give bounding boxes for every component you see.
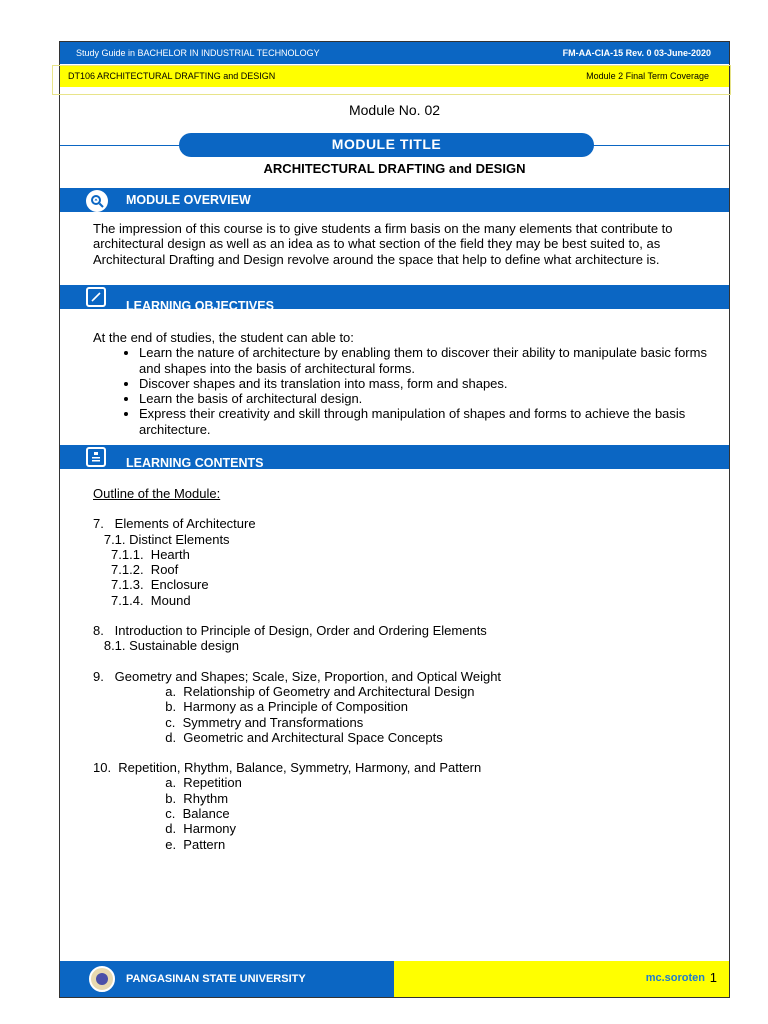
- course-name: DT106 ARCHITECTURAL DRAFTING and DESIGN: [68, 71, 276, 81]
- outline-line: d. Geometric and Architectural Space Concepts: [93, 729, 443, 745]
- overview-text: The impression of this course is to give students a firm basis on the many elements that contribute to architectural design as well as an idea as to what section of the field they may be best suited to, as Architectural Drafting and Design revolve around the space that help to define what architecture is.: [93, 221, 673, 267]
- outline-lines: [93, 516, 713, 852]
- outline-line: 8.1. Sustainable design: [93, 638, 239, 654]
- header-bar: [60, 42, 729, 64]
- objectives-intro: At the end of studies, the student can able to:: [93, 330, 354, 345]
- outline-line: b. Rhythm: [93, 790, 229, 806]
- outline-spacer: [93, 654, 713, 669]
- outline-line: 8. Introduction to Principle of Design, Order and Ordering Elements: [93, 623, 487, 639]
- author-name: mc.soroten: [645, 972, 705, 984]
- term-coverage: Module 2 Final Term Coverage: [586, 71, 709, 81]
- outline-line: a. Repetition: [93, 775, 242, 791]
- outline-line: d. Harmony: [93, 821, 237, 837]
- learning-objectives-bar: [60, 285, 729, 309]
- learning-contents-label: LEARNING CONTENTS: [126, 456, 264, 470]
- divider-right: [593, 145, 729, 146]
- objective-item: • Discover shapes and its translation into mass, form and shapes.: [139, 376, 713, 391]
- study-guide-label: Study Guide in BACHELOR IN INDUSTRIAL TECHNOLOGY: [76, 48, 320, 58]
- module-title-pill: MODULE TITLE: [179, 133, 594, 157]
- objectives-section: [93, 330, 713, 437]
- outline-line: 7.1. Distinct Elements: [93, 531, 230, 547]
- footer-author-bar: [394, 961, 729, 997]
- outline-line: e. Pattern: [93, 836, 226, 852]
- objective-item: • Express their creativity and skill through manipulation of shapes and forms to achieve the basis architecture.: [139, 406, 713, 437]
- outline-line: a. Relationship of Geometry and Architectural Design: [93, 683, 475, 699]
- page-number: 1: [709, 970, 717, 985]
- objective-item: • Learn the basis of architectural design.: [139, 391, 713, 406]
- outline-line: c. Balance: [93, 806, 230, 822]
- university-seal-icon: [89, 966, 115, 992]
- module-overview-bar: [60, 188, 729, 212]
- footer-university-bar: [60, 961, 394, 997]
- magnifier-icon: [86, 190, 108, 212]
- outline-line: b. Harmony as a Principle of Composition: [93, 699, 409, 715]
- outline-line: 7. Elements of Architecture: [93, 516, 256, 532]
- edit-icon: [86, 287, 106, 307]
- module-overview-label: MODULE OVERVIEW: [126, 193, 251, 207]
- module-outline: [93, 486, 713, 852]
- outline-heading: Outline of the Module:: [93, 486, 221, 501]
- outline-spacer: [93, 745, 713, 760]
- module-number: Module No. 02: [348, 102, 441, 118]
- document-page: [59, 41, 730, 998]
- outline-line: 9. Geometry and Shapes; Scale, Size, Proportion, and Optical Weight: [93, 668, 502, 684]
- outline-line: 7.1.2. Roof: [93, 562, 179, 578]
- course-bar: [60, 65, 729, 87]
- university-name: PANGASINAN STATE UNIVERSITY: [126, 973, 306, 985]
- objective-item: • Learn the nature of architecture by enabling them to discover their ability to manipulate basic forms and shapes into the basis of architectural forms.: [139, 345, 713, 376]
- divider-left: [60, 145, 180, 146]
- objectives-list: [93, 345, 713, 437]
- outline-line: 7.1.4. Mound: [93, 592, 191, 608]
- learning-objectives-label: LEARNING OBJECTIVES: [126, 299, 274, 309]
- learning-contents-bar: [60, 445, 729, 469]
- outline-line: 10. Repetition, Rhythm, Balance, Symmetry, Harmony, and Pattern: [93, 760, 482, 776]
- outline-line: c. Symmetry and Transformations: [93, 714, 364, 730]
- module-subtitle: ARCHITECTURAL DRAFTING and DESIGN: [263, 161, 526, 176]
- outline-line: 7.1.3. Enclosure: [93, 577, 209, 593]
- document-icon: [86, 447, 106, 467]
- outline-spacer: [93, 608, 713, 623]
- form-code: FM-AA-CIA-15 Rev. 0 03-June-2020: [562, 48, 711, 58]
- outline-line: 7.1.1. Hearth: [93, 546, 190, 562]
